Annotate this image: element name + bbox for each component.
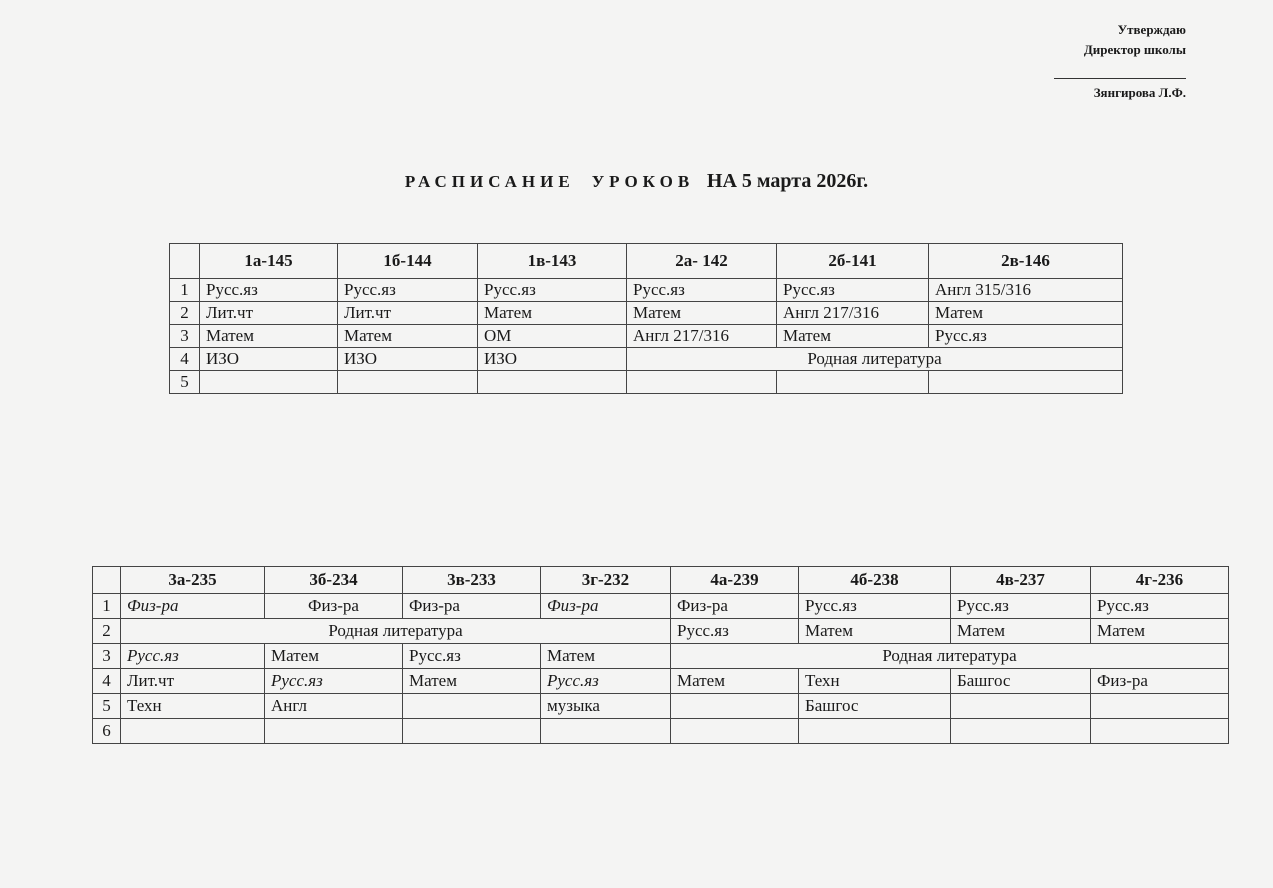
approval-line1: Утверждаю [1117,22,1186,37]
lesson-number: 4 [93,669,121,694]
lesson-cell: Русс.яз [951,594,1091,619]
lesson-cell: Русс.яз [777,279,929,302]
lesson-cell: Русс.яз [1091,594,1229,619]
lesson-number: 6 [93,719,121,744]
lesson-number: 1 [170,279,200,302]
lesson-number: 4 [170,348,200,371]
lesson-cell [929,371,1123,394]
class-header: 3г-232 [541,567,671,594]
lesson-cell: ИЗО [338,348,478,371]
lesson-cell: Физ-ра [121,594,265,619]
table-row [170,279,1123,302]
lesson-cell: Русс.яз [627,279,777,302]
lesson-number: 1 [93,594,121,619]
table-header-row [93,567,1229,594]
table-header-row [170,244,1123,279]
lesson-number: 2 [93,619,121,644]
lesson-cell [627,371,777,394]
lesson-cell: Башгос [799,694,951,719]
lesson-cell: Физ-ра [541,594,671,619]
class-header: 4в-237 [951,567,1091,594]
table-row [93,594,1229,619]
class-header: 4б-238 [799,567,951,594]
lesson-cell: Русс.яз [799,594,951,619]
director-name: Зянгирова Л.Ф. [1093,85,1186,100]
class-header: 1в-143 [478,244,627,279]
class-header: 2а- 142 [627,244,777,279]
lesson-cell: Лит.чт [338,302,478,325]
lesson-cell: Матем [403,669,541,694]
lesson-number: 3 [93,644,121,669]
table-row [93,694,1229,719]
class-header: 2б-141 [777,244,929,279]
table-row [93,719,1229,744]
lesson-cell: ИЗО [200,348,338,371]
lesson-cell [671,694,799,719]
table-row [170,371,1123,394]
lesson-cell [671,719,799,744]
lesson-cell: Русс.яз [478,279,627,302]
lesson-cell: ОМ [478,325,627,348]
table-row [93,669,1229,694]
lesson-cell: Физ-ра [403,594,541,619]
lesson-cell: Матем [541,644,671,669]
lesson-cell [403,694,541,719]
merged-lesson-cell: Родная литература [121,619,671,644]
lesson-cell: Русс.яз [403,644,541,669]
lesson-cell: музыка [541,694,671,719]
page-title [0,170,1273,193]
lesson-cell: Русс.яз [200,279,338,302]
lesson-cell: Матем [951,619,1091,644]
approval-block [966,20,1186,103]
lesson-cell: Матем [777,325,929,348]
lesson-cell: Матем [1091,619,1229,644]
lesson-cell [1091,719,1229,744]
table-row [170,325,1123,348]
lesson-cell: Матем [627,302,777,325]
lesson-cell: Физ-ра [671,594,799,619]
header-corner [93,567,121,594]
merged-lesson-cell: Родная литература [627,348,1123,371]
lesson-cell: Лит.чт [121,669,265,694]
lesson-cell [951,694,1091,719]
lesson-cell: Матем [200,325,338,348]
lesson-cell: Русс.яз [671,619,799,644]
lesson-cell: Башгос [951,669,1091,694]
lesson-cell: Русс.яз [121,644,265,669]
lesson-cell: Лит.чт [200,302,338,325]
lesson-cell: Русс.яз [541,669,671,694]
signature-line [1054,66,1186,79]
lesson-cell: Матем [799,619,951,644]
lesson-cell: Англ [265,694,403,719]
table-row [170,348,1123,371]
lesson-cell [799,719,951,744]
lesson-cell: Русс.яз [265,669,403,694]
lesson-number: 5 [93,694,121,719]
lesson-cell [541,719,671,744]
lesson-cell [777,371,929,394]
lesson-cell: Матем [265,644,403,669]
lesson-cell: Русс.яз [338,279,478,302]
header-corner [170,244,200,279]
class-header: 1а-145 [200,244,338,279]
lesson-cell: Физ-ра [265,594,403,619]
title-date: НА 5 марта 2026г. [706,170,869,192]
lesson-cell: Англ 217/316 [777,302,929,325]
approval-line2: Директор школы [1083,42,1186,57]
class-header: 4г-236 [1091,567,1229,594]
title-word-lessons: УРОКОВ [591,172,695,191]
lesson-cell: Матем [338,325,478,348]
class-header: 2в-146 [929,244,1123,279]
schedule-table-grades-1-2 [169,243,1123,394]
title-word-schedule: РАСПИСАНИЕ [404,172,575,191]
lesson-cell: ИЗО [478,348,627,371]
lesson-cell [1091,694,1229,719]
lesson-cell: Техн [121,694,265,719]
class-header: 3б-234 [265,567,403,594]
table-row [93,619,1229,644]
lesson-cell: Англ 217/316 [627,325,777,348]
lesson-number: 5 [170,371,200,394]
lesson-cell [338,371,478,394]
table-row [93,644,1229,669]
lesson-cell: Англ 315/316 [929,279,1123,302]
lesson-cell [200,371,338,394]
lesson-cell: Матем [478,302,627,325]
class-header: 3а-235 [121,567,265,594]
lesson-cell [403,719,541,744]
lesson-cell: Матем [929,302,1123,325]
merged-lesson-cell: Родная литература [671,644,1229,669]
lesson-cell [121,719,265,744]
schedule-table-grades-3-4 [92,566,1229,744]
class-header: 1б-144 [338,244,478,279]
lesson-cell [265,719,403,744]
lesson-cell: Физ-ра [1091,669,1229,694]
lesson-cell: Русс.яз [929,325,1123,348]
lesson-cell [951,719,1091,744]
lesson-cell [478,371,627,394]
lesson-number: 2 [170,302,200,325]
lesson-cell: Техн [799,669,951,694]
lesson-number: 3 [170,325,200,348]
class-header: 3в-233 [403,567,541,594]
class-header: 4а-239 [671,567,799,594]
lesson-cell: Матем [671,669,799,694]
table-row [170,302,1123,325]
